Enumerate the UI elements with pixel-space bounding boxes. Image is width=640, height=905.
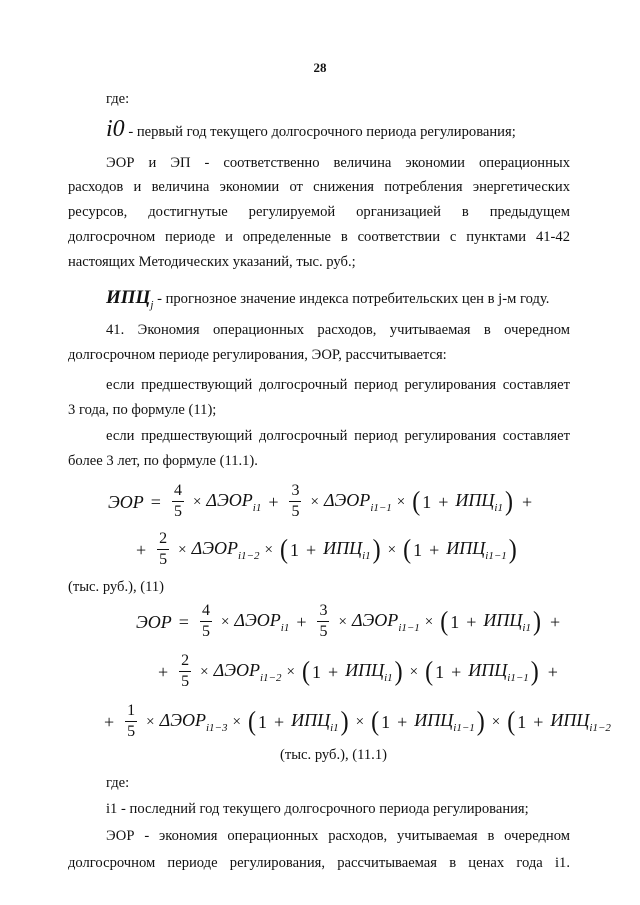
ipc-term: $ИПЦ_{i1}$ [455,489,503,514]
condition-more-line-2: более 3 лет, по формуле (11.1). [68,453,258,469]
formula-111-label: (тыс. руб.), (11.1) [280,747,387,763]
times-sign: × [387,541,397,558]
right-paren: ) [532,607,541,637]
times-sign: × [491,713,501,730]
eor-ep-line-4: долгосрочном периоде и определенные в соответствии с пунктами 41-42 [68,229,570,245]
delta-eor-term: $\Delta ЭОР_{i1}$ [206,489,262,514]
delta-eor-term: $\Delta ЭОР_{i1}$ [234,609,290,634]
plus-sign: + [429,540,440,560]
right-paren: ) [476,707,485,737]
plus-sign: + [104,712,115,732]
one: 1 [413,540,423,560]
plus-sign: + [533,712,544,732]
ipc-term: $ИПЦ_{i1}$ [483,609,531,634]
one: 1 [450,612,460,632]
plus-sign: + [438,492,449,512]
ipc-term: $ИПЦ_{i1-1}$ [468,659,529,684]
fraction-two-fifths: $\frac{2}{5}$ [181,652,190,690]
left-paren: ( [507,707,516,737]
one: 1 [435,662,445,682]
left-paren: ( [371,707,380,737]
times-sign: × [310,493,319,510]
times-sign: × [286,663,295,680]
times-sign: × [232,713,241,730]
right-paren: ) [504,487,513,517]
times-sign: × [264,541,273,558]
page-number: 28 [313,60,327,75]
one: 1 [257,712,267,732]
left-paren: ( [301,657,310,687]
ipc-term: $ИПЦ_{i1-1}$ [414,709,475,734]
plus-sign: + [296,612,307,632]
times-sign: × [355,713,365,730]
right-paren: ) [340,707,349,737]
times-sign: × [220,613,230,630]
where-label-2: где: [106,775,130,791]
one: 1 [422,492,432,512]
ipc-term: $ИПЦ_{i1-2}$ [550,709,611,734]
right-paren: ) [394,657,403,687]
one: 1 [381,712,391,732]
fraction-three-fifths: $\frac{3}{5}$ [319,602,328,640]
one: 1 [289,540,299,560]
times-sign: × [146,713,155,730]
ipc-term: $ИПЦ_{i1}$ [323,537,371,562]
left-paren: ( [440,607,449,637]
plus-sign: + [305,540,317,560]
plus-sign: + [549,612,561,632]
fraction-one-fifth: $\frac{1}{5}$ [127,702,136,740]
right-paren: ) [508,535,517,565]
one: 1 [311,662,321,682]
ipc-definition [106,288,549,311]
left-paren: ( [403,535,412,565]
eor-ep-line-3: ресурсов, достигнутые регулируемой организацией в предыдущем [68,204,570,220]
formula-lhs: ЭОР [136,612,172,632]
times-sign: × [424,613,434,630]
times-sign: × [192,493,202,510]
right-paren: ) [372,535,381,565]
plus-sign: + [327,662,339,682]
formula-11-line-2 [136,530,519,570]
paragraph-41-line-2: долгосрочном периоде регулирования, ЭОР, рассчитывается: [68,347,447,363]
ipc-symbol: ИПЦ [106,287,151,308]
ipc-term: $ИПЦ_{i1-1}$ [446,537,507,562]
formula-11-line-1 [108,482,539,522]
ipc-term: $ИПЦ_{i1}$ [291,709,339,734]
eor-ep-line-2: расходов и величина экономии от снижения потребления энергетических [68,179,570,195]
plus-sign: + [136,540,147,560]
times-sign: × [178,541,187,558]
formula-111-line-2 [158,652,565,692]
ipc-description: - прогнозное значение индекса потребительских цен в j-м году. [157,291,550,307]
delta-eor-term: $\Delta ЭОР_{i1-1}$ [323,489,392,514]
eor-definition-line-2: долгосрочном периоде регулирования, рассчитываемая в ценах года i1. [68,855,570,871]
plus-sign: + [521,492,533,512]
right-paren: ) [530,657,539,687]
condition-3-years-line-2: 3 года, по формуле (11); [68,402,217,418]
left-paren: ( [279,535,288,565]
i0-description: - первый год текущего долгосрочного периода регулирования; [128,124,516,140]
plus-sign: + [158,662,169,682]
delta-eor-term: $\Delta ЭОР_{i1-2}$ [213,659,282,684]
left-paren: ( [425,657,434,687]
fraction-four-fifths: $\frac{4}{5}$ [201,602,210,640]
fraction-three-fifths: $\frac{3}{5}$ [291,482,300,520]
times-sign: × [409,663,419,680]
delta-eor-term: $\Delta ЭОР_{i1-2}$ [191,537,260,562]
eor-definition-line-1: ЭОР - экономия операционных расходов, учитываемая в очередном [106,828,570,844]
formula-111-line-1 [136,602,567,642]
plus-sign: + [397,712,408,732]
plus-sign: + [268,492,279,512]
i0-symbol: i0 [106,116,125,142]
times-sign: × [338,613,347,630]
eor-ep-line-5: настоящих Методических указаний, тыс. руб.; [68,254,356,270]
formula-111-line-3 [104,702,611,742]
times-sign: × [200,663,209,680]
eor-ep-line-1: ЭОР и ЭП - соответственно величина экономии операционных [106,155,570,171]
i0-definition [106,117,516,141]
where-label-1: где: [106,91,130,107]
ipc-term: $ИПЦ_{i1}$ [345,659,393,684]
i1-definition: i1 - последний год текущего долгосрочного периода регулирования; [106,801,529,817]
one: 1 [517,712,527,732]
formula-11-label: (тыс. руб.), (11) [68,579,165,595]
plus-sign: + [466,612,477,632]
paragraph-41-line-1: 41. Экономия операционных расходов, учитываемая в очередном [106,322,570,338]
delta-eor-term: $\Delta ЭОР_{i1-3}$ [159,709,228,734]
plus-sign: + [547,662,558,682]
plus-sign: + [273,712,285,732]
fraction-four-fifths: $\frac{4}{5}$ [173,482,182,520]
equals-sign: = [150,492,161,512]
equals-sign: = [178,612,189,632]
ipc-subscript: j [150,299,154,311]
left-paren: ( [412,487,421,517]
delta-eor-term: $\Delta ЭОР_{i1-1}$ [351,609,420,634]
condition-3-years-line-1: если предшествующий долгосрочный период регулирования составляет [106,377,570,393]
left-paren: ( [247,707,256,737]
condition-more-line-1: если предшествующий долгосрочный период регулирования составляет [106,428,570,444]
times-sign: × [396,493,406,510]
fraction-two-fifths: $\frac{2}{5}$ [159,530,168,568]
formula-lhs: ЭОР [108,492,144,512]
plus-sign: + [451,662,462,682]
